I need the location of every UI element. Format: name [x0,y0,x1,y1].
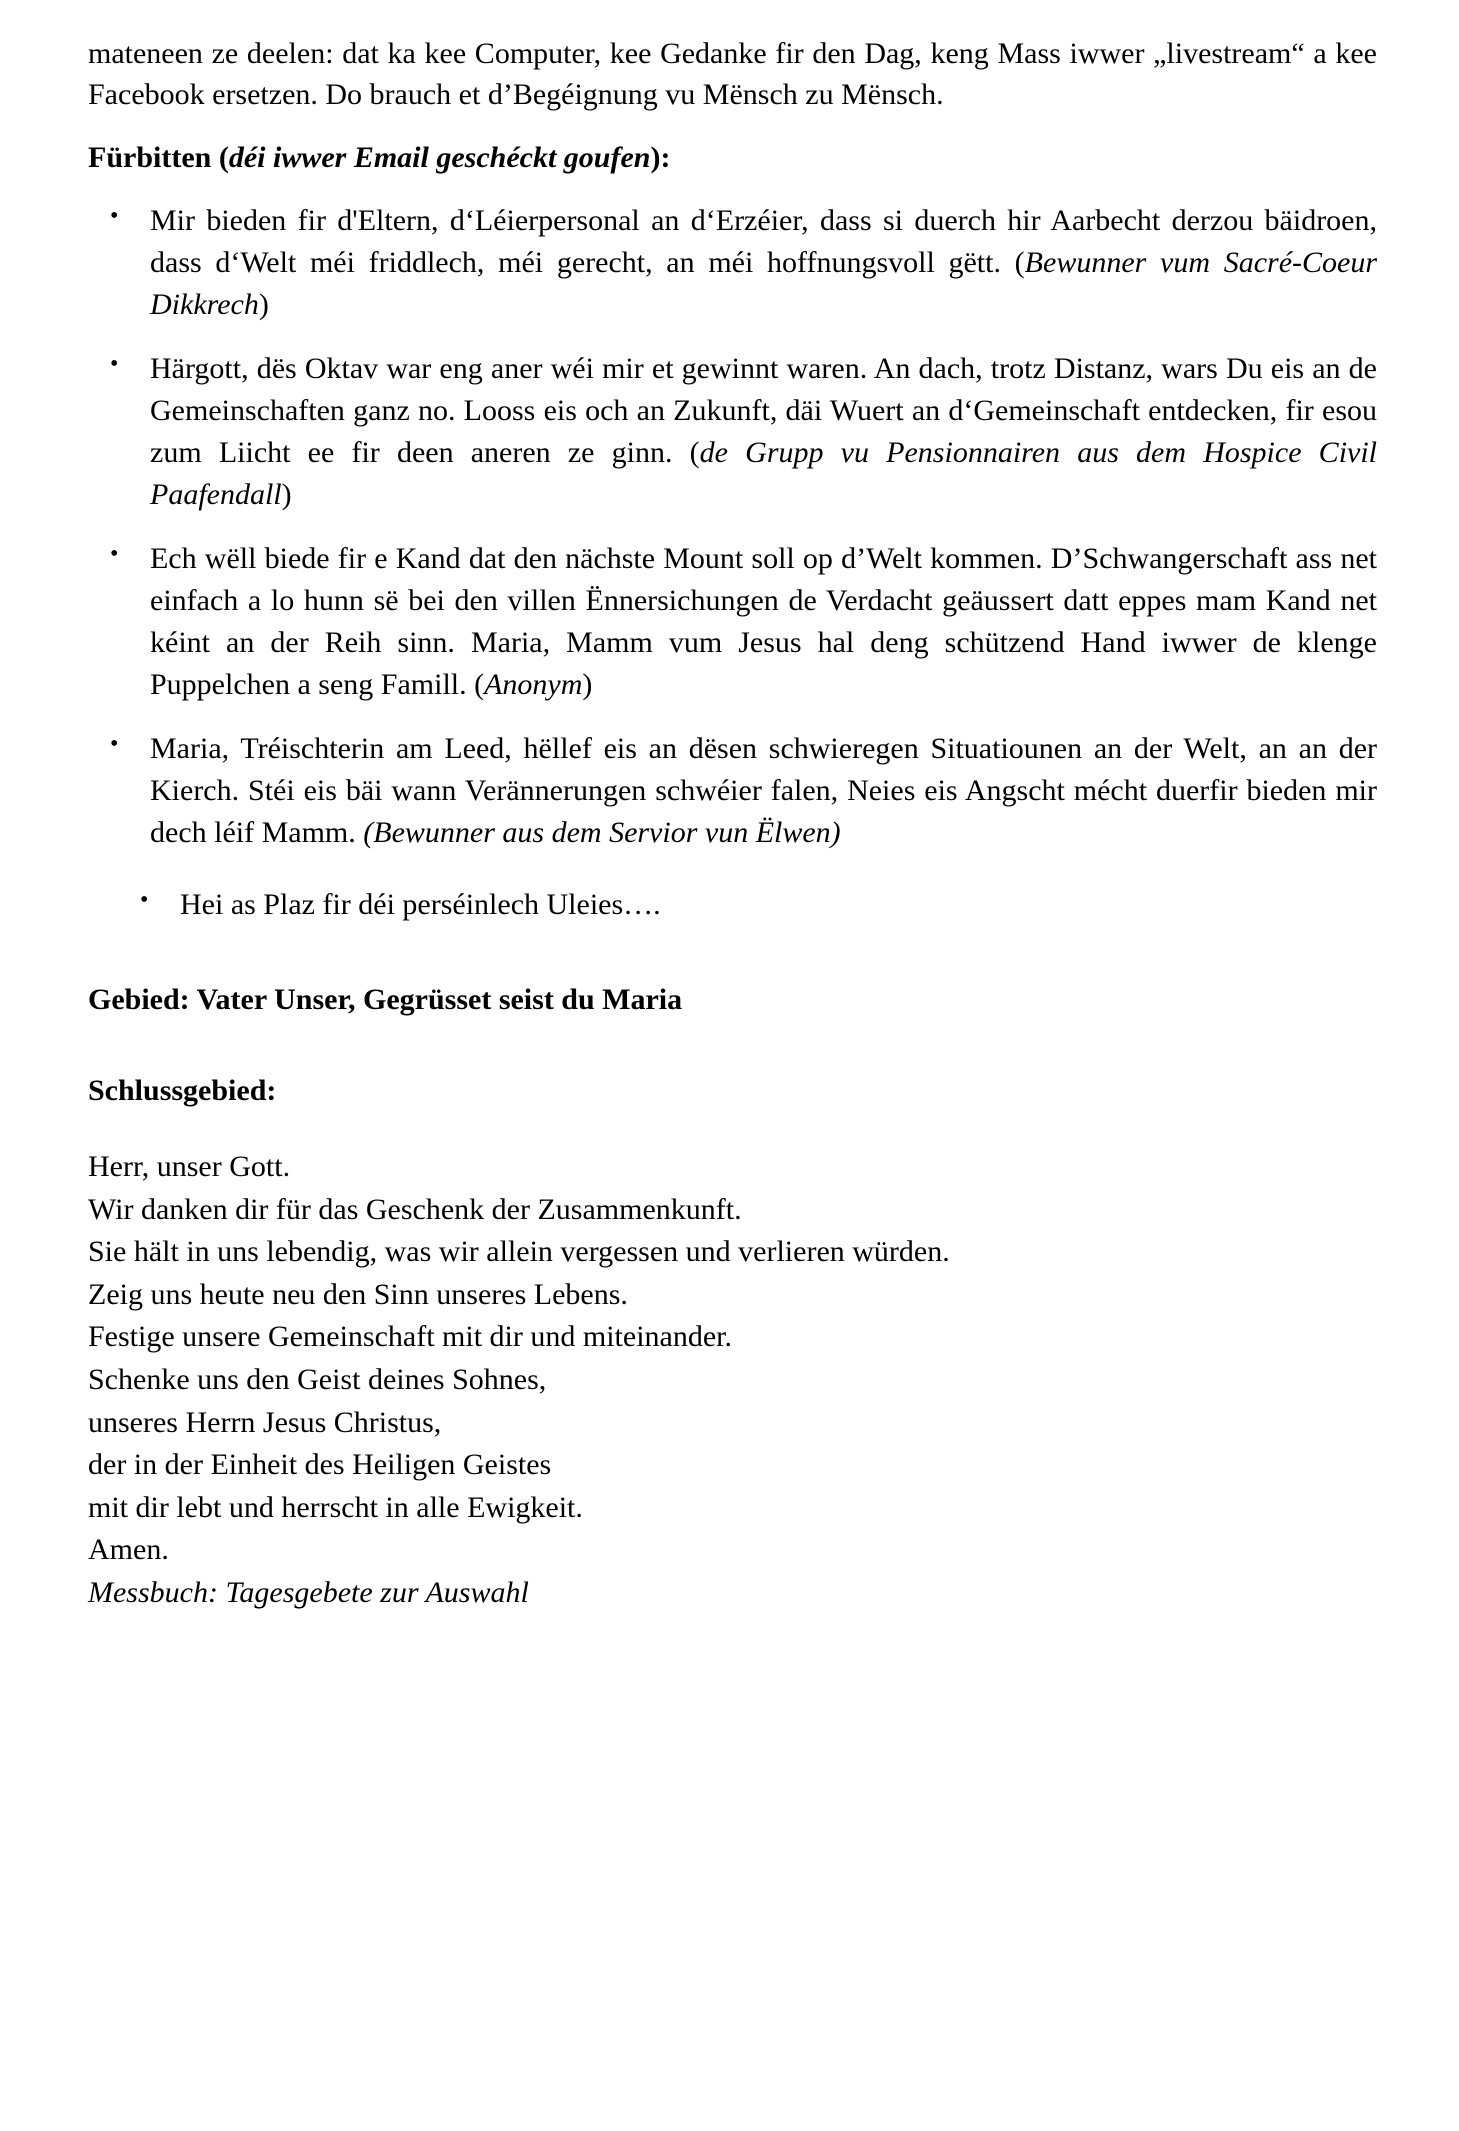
petitions-list [88,200,1377,926]
list-item-personal-petition [88,884,1377,926]
prayer-source-note: Messbuch: Tagesgebete zur Auswahl [88,1575,529,1609]
petitions-heading-label: Fürbitten ( [88,140,229,174]
list-item [88,200,1377,326]
petition-close-paren: ) [281,478,292,512]
prayer-line: Festige unsere Gemeinschaft mit dir und miteinander. [88,1320,733,1354]
list-item [88,538,1377,706]
petitions-heading [88,138,1377,179]
intro-paragraph: mateneen ze deelen: dat ka kee Computer, kee Gedanke fir den Dag, keng Mass iwwer „livestream“ a kee Facebook ersetzen. Do brauch et d’Begéignung vu Mënsch zu Mënsch. [88,37,1377,111]
prayer-line: Zeig uns heute neu den Sinn unseres Lebens. [88,1277,628,1311]
prayer-line: Wir danken dir für das Geschenk der Zusammenkunft. [88,1192,742,1226]
petition-text: Ech wëll biede fir e Kand dat den nächste Mount soll op d’Welt kommen. D’Schwangerschaft ass net einfach a lo hunn së bei den villen Ënnersichungen de Verdacht geäussert datt eppes mam Kand net kéint an der Reih sinn. Maria, Mamm vum Jesus hal deng schützend Hand iwwer de klenge Puppelchen a seng Famill. ( [150,542,1377,702]
list-item [88,348,1377,516]
petition-text: Härgott, dës Oktav war eng aner wéi mir et gewinnt waren. An dach, trotz Distanz, wars Du eis an de Gemeinschaften ganz no. Looss eis och an Zukunft, däi Wuert an d‘Gemeinschaft entdecken, fir esou zum Liicht ee fir deen aneren ze ginn. ( [150,352,1377,470]
petition-attribution: (Bewunner aus dem Servior vun Ëlwen) [363,816,841,850]
prayer-line: unseres Herrn Jesus Christus, [88,1405,442,1439]
petition-close-paren: ) [258,288,269,322]
personal-petition-text: Hei as Plaz fir déi perséinlech Uleies…. [180,888,661,922]
petition-text: Maria, Tréischterin am Leed, hëllef eis an dësen schwieregen Situatiounen an der Welt, an an der Kierch. Stéi eis bäi wann Verännerungen schwéier falen, Neies eis Angscht mécht duerfir bieden mir dech léif Mamm. [150,732,1377,850]
schlussgebied-heading: Schlussgebied: [88,1074,277,1108]
closing-prayer [88,1146,1377,1615]
prayer-line: Sie hält in uns lebendig, was wir allein vergessen und verlieren würden. [88,1235,950,1269]
petition-attribution: Anonym [484,668,583,702]
petition-close-paren: ) [582,668,593,702]
gebied-heading: Gebied: Vater Unser, Gegrüsset seist du Maria [88,983,683,1017]
petition-attribution: de Grupp vu Pensionnairen aus dem Hospice Civil Paafendall [150,436,1378,512]
petition-text: Mir bieden fir d'Eltern, d‘Léierpersonal an d‘Erzéier, dass si duerch hir Aarbecht derzou bäidroen, dass d‘Welt méi friddlech, méi gerecht, an méi hoffnungsvoll gëtt. ( [150,204,1377,280]
prayer-line: Amen. [88,1533,169,1567]
prayer-line: der in der Einheit des Heiligen Geistes [88,1448,552,1482]
list-item [88,728,1377,854]
prayer-line: Herr, unser Gott. [88,1149,291,1183]
prayer-line: mit dir lebt und herrscht in alle Ewigkeit. [88,1490,583,1524]
petitions-heading-italic: déi iwwer Email geschéckt goufen [228,140,651,174]
prayer-line: Schenke uns den Geist deines Sohnes, [88,1362,547,1396]
petition-attribution: Bewunner vum Sacré-Coeur Dikkrech [150,246,1377,322]
petitions-heading-suffix: ): [650,140,671,174]
